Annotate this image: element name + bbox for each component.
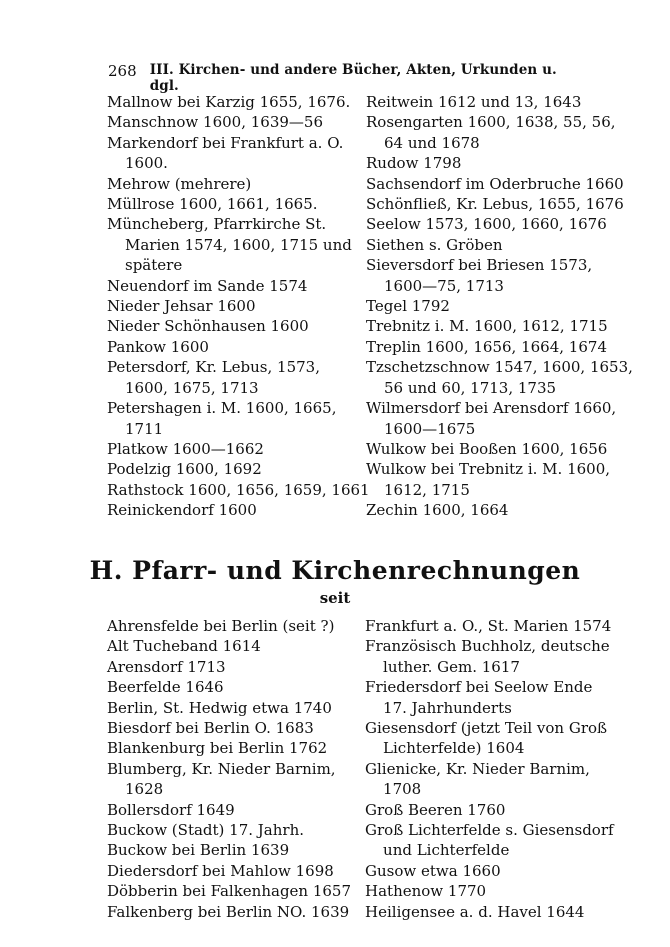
section-subheading: seit (319, 589, 351, 607)
entry-text: Seelow 1573, 1600, 1660, 1676 (366, 215, 607, 234)
index-entry (107, 459, 352, 479)
entry-text: Wulkow bei Trebnitz i. M. 1600, (366, 460, 611, 479)
entry-continuation: 1600—1675 (384, 419, 476, 438)
page-number: 268 (108, 62, 137, 80)
entry-text: Wilmersdorf bei Arensdorf 1660, (366, 399, 617, 418)
entry-text: Groß Beeren 1760 (365, 800, 506, 819)
entry-text: Alt Tucheband 1614 (107, 637, 261, 656)
index-list-h (107, 616, 614, 922)
column-left (107, 92, 370, 521)
entry-text: Biesdorf bei Berlin O. 1683 (107, 719, 314, 738)
entry-text: Manschnow 1600, 1639—56 (107, 113, 323, 132)
index-entry (107, 820, 351, 840)
entry-text: Buckow bei Berlin 1639 (107, 841, 290, 860)
index-entry (107, 296, 352, 316)
index-entry (366, 92, 582, 112)
index-entry (107, 480, 370, 500)
index-entry (366, 194, 624, 214)
entry-text: Reitwein 1612 und 13, 1643 (366, 93, 582, 111)
entry-continuation: 1600, 1675, 1713 (125, 378, 259, 397)
entry-continuation: und Lichterfelde (383, 841, 510, 860)
entry-continuation: 1711 (125, 419, 164, 438)
index-entry (107, 800, 351, 820)
entry-text: Falkenberg bei Berlin NO. 1639 (107, 902, 350, 921)
index-entry (107, 92, 352, 112)
index-entry (366, 357, 633, 398)
index-entry (366, 255, 593, 296)
entry-text: Siethen s. Gröben (366, 235, 503, 254)
index-entry (366, 153, 571, 173)
index-entry (366, 500, 571, 520)
entry-continuation: luther. Gem. 1617 (383, 657, 520, 676)
entry-text: Mehrow (mehrere) (107, 174, 252, 193)
entry-text: Zechin 1600, 1664 (366, 501, 509, 520)
index-entry (107, 840, 351, 860)
entry-text: Sachsendorf im Oderbruche 1660 (366, 174, 624, 193)
entry-text: Petersdorf, Kr. Lebus, 1573, (107, 358, 320, 377)
index-entry (107, 738, 351, 758)
entry-text: Friedersdorf bei Seelow Ende (365, 678, 593, 697)
index-entry (107, 698, 351, 718)
entry-text: Arensdorf 1713 (107, 657, 226, 676)
index-entry (107, 357, 352, 398)
entry-continuation: 64 und 1678 (384, 133, 480, 152)
entry-text: Reinickendorf 1600 (107, 501, 257, 520)
entry-continuation: 56 und 60, 1713, 1735 (384, 378, 557, 397)
index-entry (366, 398, 617, 439)
index-entry (107, 316, 352, 336)
index-entry (366, 337, 607, 357)
index-entry (107, 677, 351, 697)
column-right (352, 92, 633, 521)
entry-text: Rosengarten 1600, 1638, 55, 56, (366, 113, 616, 132)
index-entry (107, 861, 351, 881)
entry-text: Sieversdorf bei Briesen 1573, (366, 256, 593, 275)
entry-text: Diedersdorf bei Mahlow 1698 (107, 861, 334, 880)
index-entry (366, 214, 607, 234)
entry-text: Tzschetzschnow 1547, 1600, 1653, (366, 358, 633, 377)
entry-continuation: 17. Jahrhunderts (383, 698, 512, 717)
entry-text: Buckow (Stadt) 17. Jahrh. (107, 821, 304, 840)
index-entry (365, 759, 590, 800)
index-entry (365, 718, 608, 759)
index-entry (365, 881, 570, 901)
entry-text: Giesensdorf (jetzt Teil von Groß (365, 719, 608, 738)
entry-text: Groß Lichterfelde s. Giesensdorf (365, 821, 614, 840)
entry-text: Berlin, St. Hedwig etwa 1740 (107, 698, 332, 717)
entry-text: Heiligensee a. d. Havel 1644 (365, 902, 585, 921)
column-left (107, 616, 351, 922)
index-entry (107, 902, 351, 922)
index-entry (107, 718, 351, 738)
index-entry (365, 861, 570, 881)
entry-text: Rathstock 1600, 1656, 1659, 1661 (107, 480, 370, 499)
entry-text: Müncheberg, Pfarrkirche St. (107, 215, 327, 234)
index-entry (107, 398, 352, 439)
entry-text: Rudow 1798 (366, 154, 462, 173)
entry-text: Hathenow 1770 (365, 882, 487, 901)
index-entry (107, 337, 352, 357)
entry-text: Nieder Schönhausen 1600 (107, 317, 309, 336)
entry-continuation: Lichterfelde) 1604 (383, 739, 525, 758)
index-entry (107, 194, 352, 214)
entry-text: Mallnow bei Karzig 1655, 1676. (107, 93, 351, 111)
index-entry (366, 174, 624, 194)
index-entry (366, 316, 608, 336)
entry-text: Gusow etwa 1660 (365, 861, 501, 880)
entry-continuation: 1612, 1715 (384, 480, 470, 499)
entry-continuation: spätere (125, 256, 183, 275)
entry-text: Nieder Jehsar 1600 (107, 297, 256, 316)
entry-text: Blumberg, Kr. Nieder Barnim, (107, 759, 336, 778)
index-entry (107, 881, 351, 901)
entry-continuation: Marien 1574, 1600, 1715 und (125, 235, 352, 254)
entry-text: Glienicke, Kr. Nieder Barnim, (365, 759, 590, 778)
index-entry (366, 235, 571, 255)
index-entry (107, 616, 351, 636)
entry-text: Trebnitz i. M. 1600, 1612, 1715 (366, 317, 608, 336)
entry-text: Platkow 1600—1662 (107, 439, 264, 458)
index-entry (366, 112, 616, 153)
entry-text: Petershagen i. M. 1600, 1665, (107, 399, 337, 418)
section-heading: H. Pfarr- und Kirchenrechnungen (89, 556, 581, 585)
running-title: III. Kirchen- und andere Bücher, Akten, Urkunden u. dgl. (149, 62, 557, 94)
index-entry (107, 439, 352, 459)
index-entry (107, 759, 351, 800)
entry-text: Pankow 1600 (107, 337, 209, 356)
entry-continuation: 1600—75, 1713 (384, 276, 504, 295)
page-header (108, 62, 568, 94)
entry-text: Bollersdorf 1649 (107, 800, 235, 819)
index-entry (107, 174, 352, 194)
entry-text: Französisch Buchholz, deutsche (365, 637, 610, 656)
index-entry (107, 657, 351, 677)
index-entry (365, 616, 612, 636)
index-entry (107, 214, 352, 275)
entry-text: Markendorf bei Frankfurt a. O. (107, 133, 344, 152)
entry-continuation: 1708 (383, 780, 422, 799)
entry-text: Treplin 1600, 1656, 1664, 1674 (366, 337, 607, 356)
entry-text: Ahrensfelde bei Berlin (seit ?) (107, 617, 335, 635)
index-entry (366, 459, 611, 500)
index-entry (365, 902, 585, 922)
index-entry (365, 636, 610, 677)
entry-text: Schönfließ, Kr. Lebus, 1655, 1676 (366, 195, 624, 214)
entry-text: Neuendorf im Sande 1574 (107, 276, 308, 295)
index-entry (366, 296, 571, 316)
index-entry (107, 112, 352, 132)
entry-text: Döbberin bei Falkenhagen 1657 (107, 882, 352, 901)
entry-continuation: 1628 (125, 780, 164, 799)
index-entry (365, 820, 614, 861)
index-entry (107, 133, 352, 174)
entry-text: Tegel 1792 (366, 297, 450, 316)
index-entry (366, 439, 608, 459)
entry-text: Beerfelde 1646 (107, 678, 224, 697)
index-entry (365, 677, 593, 718)
entry-text: Wulkow bei Booßen 1600, 1656 (366, 439, 608, 458)
index-list-top (107, 92, 633, 521)
index-entry (365, 800, 570, 820)
entry-text: Frankfurt a. O., St. Marien 1574 (365, 617, 612, 635)
index-entry (107, 500, 352, 520)
entry-text: Blankenburg bei Berlin 1762 (107, 739, 328, 758)
entry-continuation: 1600. (125, 154, 168, 173)
entry-text: Podelzig 1600, 1692 (107, 460, 262, 479)
column-right (351, 616, 614, 922)
index-entry (107, 276, 352, 296)
entry-text: Müllrose 1600, 1661, 1665. (107, 195, 318, 214)
index-entry (107, 636, 351, 656)
